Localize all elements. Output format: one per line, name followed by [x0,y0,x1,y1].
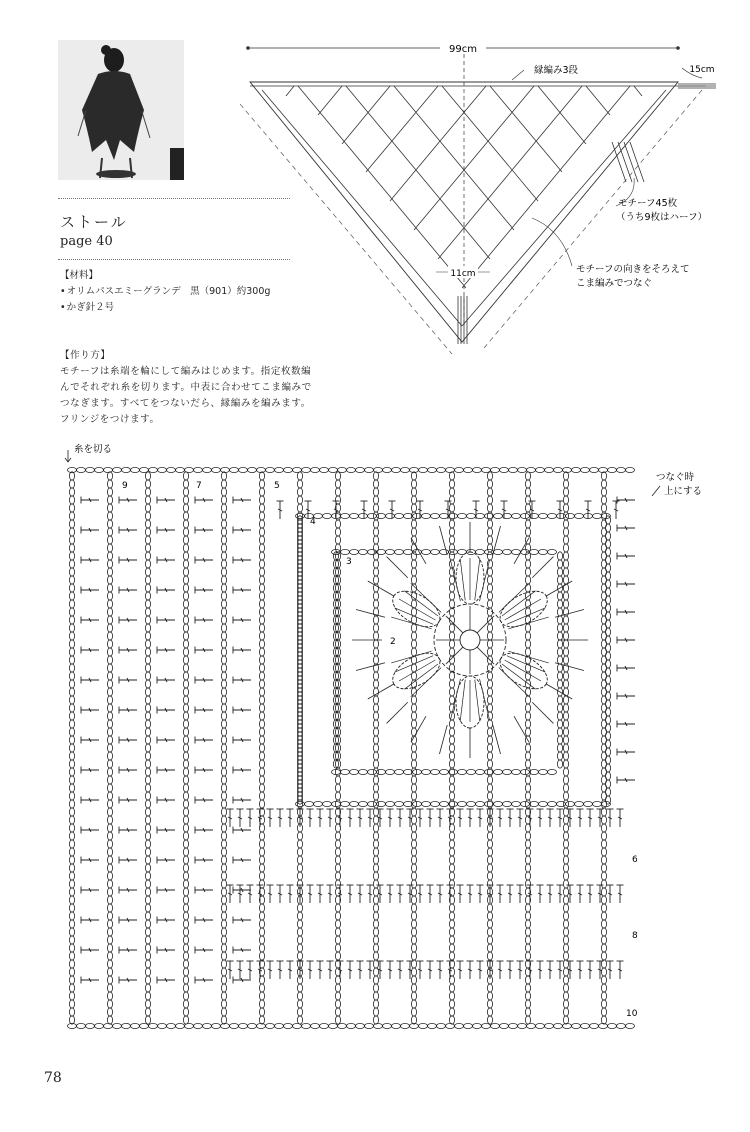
crochet-chart [60,440,740,1040]
edge-label: 縁編み3段 [533,65,579,76]
height-label: 11cm [450,269,476,279]
fringe-bottom [458,296,467,344]
round-label-6: 6 [632,855,638,865]
round-label-5: 5 [274,481,280,491]
join-label-2: 上にする [664,486,703,497]
cut-yarn-label: 糸を切る [74,444,113,455]
round-label-10: 10 [626,1009,638,1019]
motif-count-label: モチーフ45枚 [618,198,678,209]
round-label-8: 8 [632,931,638,941]
page-number: 78 [44,1070,62,1086]
round-label-9: 9 [122,481,128,491]
motif-note-2: こま編みでつなぐ [576,278,653,289]
stole-schematic [240,34,740,354]
chart-rounds [68,467,636,1028]
width-label: 99cm [449,44,477,55]
round-label-7: 7 [196,481,202,491]
model-illustration [58,40,184,180]
material-item-yarn: • オリムパスエミーグランデ 黒（901）約300g [60,284,270,300]
join-label-1: つなぐ時 [656,472,695,483]
fringe-label: 15cm [689,65,715,75]
round-label-2: 2 [390,637,396,647]
model-photo [58,40,184,180]
materials-label: 【材料】 [60,270,99,281]
instructions-label: 【作り方】 [60,350,111,361]
instructions-section [60,348,320,428]
page-reference: page 40 [60,234,113,249]
project-title: ストール [60,213,128,231]
instructions-text: モチーフは糸端を輪にして編みはじめます。指定枚数編んでそれぞれ糸を切ります。中表に合わせてこま編みでつなぎます。すべてをつないだら、縁編みを編みます。フリンジをつけます。 [60,366,312,425]
material-item-hook: • かぎ針２号 [60,300,270,316]
motif-grid [262,86,666,326]
motif-half-label: （うち9枚はハーフ） [616,212,708,223]
motif-note-1: モチーフの向きをそろえて [576,264,690,275]
materials-section [60,268,270,316]
round-label-3: 3 [346,557,352,567]
round-label-4: 4 [310,517,316,527]
